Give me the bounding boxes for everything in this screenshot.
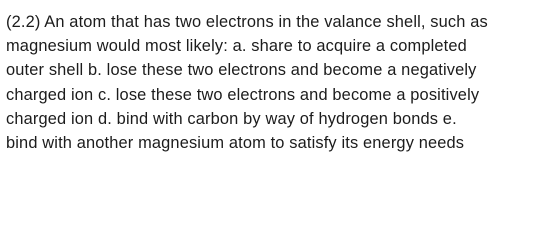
question-text: (2.2) An atom that has two electrons in the valance shell, such as magnesium would most likely: a. share to acquire a completed outer shell b. lose these two electrons and become a negatively charged ion c. lose these two electrons and become a positively charged ion d. bind with carbon by way of hydrogen bonds e. bind with another magnesium atom to satisfy its energy needs [6, 13, 488, 153]
